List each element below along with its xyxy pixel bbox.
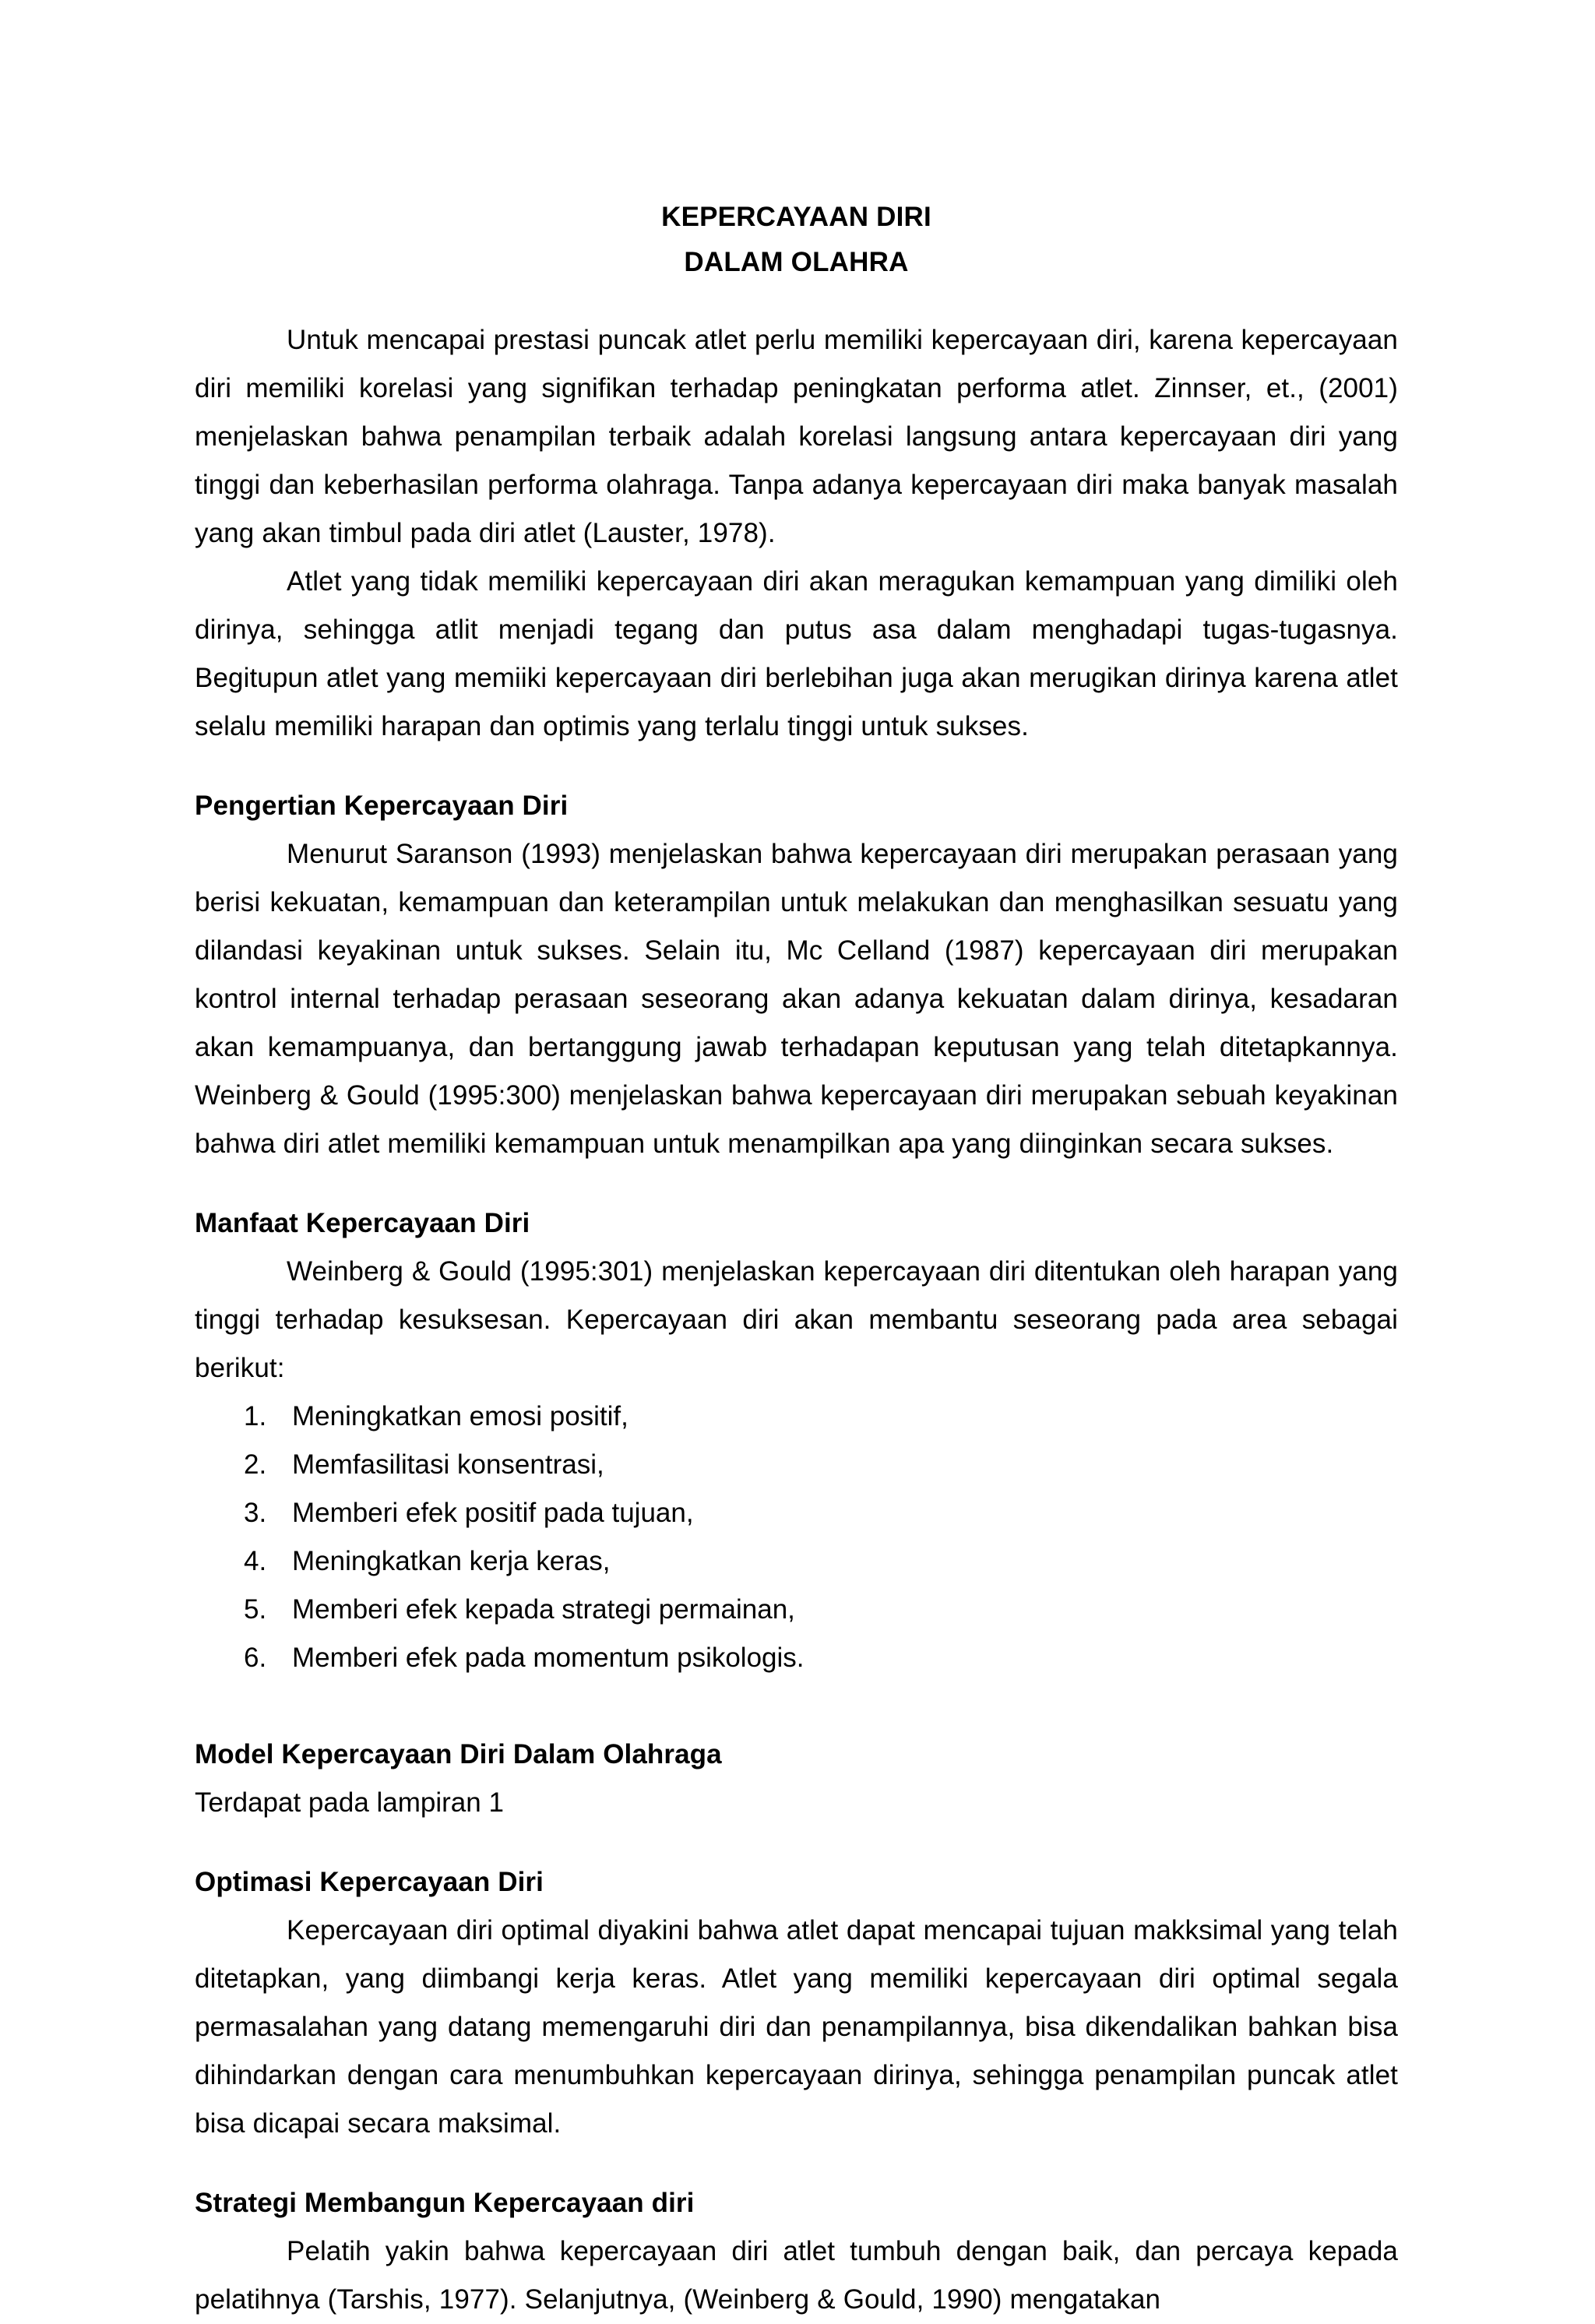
spacer [195,1168,1398,1199]
document-title-block [195,195,1398,285]
section-heading-strategi: Strategi Membangun Kepercayaan diri [195,2188,695,2218]
list-item-number: 1. [244,1401,267,1431]
spacer [195,751,1398,782]
section-paragraph-optimasi: Kepercayaan diri optimal diyakini bahwa atlet dapat mencapai tujuan makksimal yang telah ditetapkan, yang diimbangi kerja keras. Atlet yang memiliki kepercayaan diri optimal segala permasalahan yang datang memengaruhi diri dan penampilannya, bisa dikendalikan bahkan bisa dihindarkan dengan cara menumbuhkan kepercayaan dirinya, sehingga penampilan puncak atlet bisa dicapai secara maksimal. [195,1915,1398,2139]
page-title-line-2: DALAM OLAHRA [684,247,909,277]
spacer [195,2148,1398,2179]
section-paragraph-strategi: Pelatih yakin bahwa kepercayaan diri atlet tumbuh dengan baik, dan percaya kepada pelatihnya (Tarshis, 1977). Selanjutnya, (Weinberg & Gould, 1990) mengatakan [195,2236,1398,2315]
list-item-label: Memberi efek kepada strategi permainan, [292,1594,795,1625]
page-title-line-1: KEPERCAYAAN DIRI [661,202,931,232]
intro-paragraph-1: Untuk mencapai prestasi puncak atlet perlu memiliki kepercayaan diri, karena kepercayaan diri memiliki korelasi yang signifikan terhadap peningkatan performa atlet. Zinnser, et., (2001) menjelaskan bahwa penampilan terbaik adalah korelasi langsung antara kepercayaan diri yang tinggi dan keberhasilan performa olahraga. Tanpa adanya kepercayaan diri maka banyak masalah yang akan timbul pada diri atlet (Lauster, 1978). [195,325,1398,548]
section-paragraph-pengertian: Menurut Saranson (1993) menjelaskan bahwa kepercayaan diri merupakan perasaan yang berisi kekuatan, kemampuan dan keterampilan untuk melakukan dan menghasilkan sesuatu yang dilandasi keyakinan untuk sukses. Selain itu, Mc Celland (1987) kepercayaan diri merupakan kontrol internal terhadap perasaan seseorang akan adanya kekuatan dalam dirinya, kesadaran akan kemampuanya, dan bertanggung jawab terhadapan keputusan yang telah ditetapkannya. Weinberg & Gould (1995:300) menjelaskan bahwa kepercayaan diri merupakan sebuah keyakinan bahwa diri atlet memiliki kemampuan untuk menampilkan apa yang diinginkan secara sukses. [195,839,1398,1159]
list-item-label: Memberi efek positif pada tujuan, [292,1498,694,1528]
intro-paragraph-2: Atlet yang tidak memiliki kepercayaan diri akan meragukan kemampuan yang dimiliki oleh dirinya, sehingga atlit menjadi tegang dan putus asa dalam menghadapi tugas-tugasnya. Begitupun atlet yang memiiki kepercayaan diri berlebihan juga akan merugikan dirinya karena atlet selalu memiliki harapan dan optimis yang terlalu tinggi untuk sukses. [195,566,1398,741]
list-item-label: Meningkatkan emosi positif, [292,1401,628,1431]
spacer [195,285,1398,316]
list-item-number: 6. [244,1643,267,1673]
list-item-label: Meningkatkan kerja keras, [292,1546,611,1576]
list-item [195,1441,1398,1489]
spacer [195,1827,1398,1858]
benefit-list [195,1393,1398,1682]
list-item [195,1634,1398,1682]
list-item [195,1537,1398,1586]
list-item-number: 2. [244,1449,267,1480]
section-heading-pengertian: Pengertian Kepercayaan Diri [195,791,569,821]
section-heading-optimasi: Optimasi Kepercayaan Diri [195,1867,544,1897]
section-paragraph-model: Terdapat pada lampiran 1 [195,1787,504,1818]
list-item [195,1393,1398,1441]
list-item [195,1489,1398,1537]
list-item-number: 3. [244,1498,267,1528]
spacer [195,1682,1398,1731]
list-item-number: 5. [244,1594,267,1625]
section-heading-manfaat: Manfaat Kepercayaan Diri [195,1208,530,1238]
list-item [195,1586,1398,1634]
list-item-label: Memberi efek pada momentum psikologis. [292,1643,805,1673]
section-paragraph-manfaat: Weinberg & Gould (1995:301) menjelaskan kepercayaan diri ditentukan oleh harapan yang tinggi terhadap kesuksesan. Kepercayaan diri akan membantu seseorang pada area sebagai berikut: [195,1256,1398,1383]
list-item-label: Memfasilitasi konsentrasi, [292,1449,604,1480]
section-heading-model: Model Kepercayaan Diri Dalam Olahraga [195,1739,722,1769]
list-item-number: 4. [244,1546,267,1576]
